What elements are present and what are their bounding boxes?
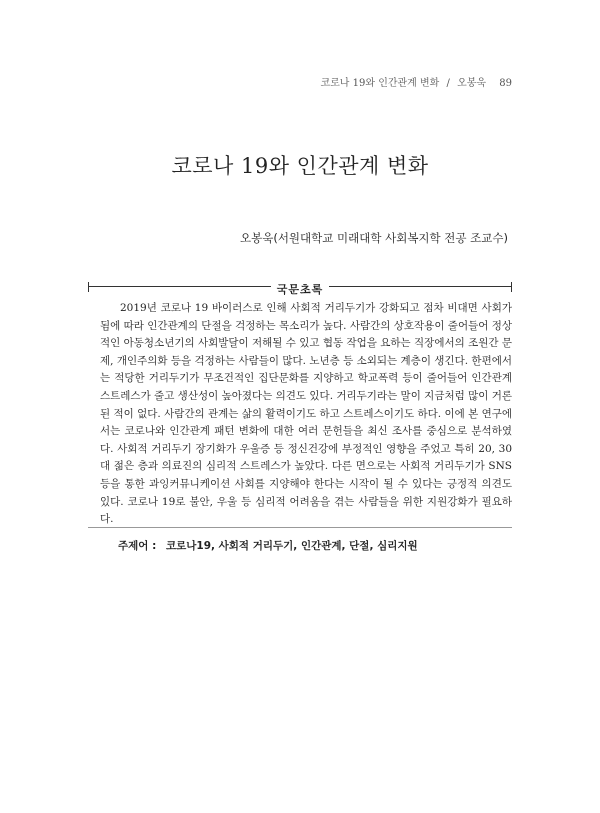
running-head-separator: /: [446, 78, 450, 89]
keywords-divider: [88, 527, 512, 528]
running-head-author: 오봉욱: [457, 78, 487, 89]
keywords: [118, 538, 418, 553]
keywords-terms: 코로나19, 사회적 거리두기, 인간관계, 단절, 심리지원: [165, 540, 418, 552]
keywords-label: 주제어 :: [118, 540, 157, 552]
author-affiliation: 오봉욱(서원대학교 미래대학 사회복지학 전공 조교수): [240, 231, 508, 245]
page-number: 89: [499, 78, 512, 89]
running-head: [320, 74, 512, 89]
abstract-heading: 국문초록: [271, 283, 330, 296]
paper-title: 코로나 19와 인간관계 변화: [171, 154, 429, 178]
abstract-heading-wrap: [0, 278, 600, 297]
running-head-section: 코로나 19와 인간관계 변화: [320, 78, 440, 89]
abstract-body: 2019년 코로나 19 바이러스로 인해 사회적 거리두기가 강화되고 점차 비대면 사회가 됨에 따라 인간관계의 단절을 걱정하는 목소리가 높다. 사람간의 상호작용이 줄어들어 정상적인 아동청소년기의 사회발달이 저해될 수 있고 협동 작업을 요하는 직장에서의 조원간 문제, 개인주의화 등을 걱정하는 사람들이 많다. 노년층 등 소외되는 계층이 생긴다. 한편에서는 적당한 거리두기가 무조건적인 집단문화를 지양하고 학교폭력 등이 줄어들어 인간관계 스트레스가 줄고 생산성이 높아졌다는 의견도 있다. 거리두기라는 말이 지금처럼 많이 거론된 적이 없다. 사람간의 관계는 삶의 활력이기도 하고 스트레스이기도 하다. 이에 본 연구에서는 코로나와 인간관계 패턴 변화에 대한 여러 문헌들을 최신 조사를 중심으로 분석하였다. 사회적 거리두기 장기화가 우울증 등 정신건강에 부정적인 영향을 주었고 특히 20, 30대 젊은 층과 의료진의 심리적 스트레스가 높았다. 다른 면으로는 사회적 거리두기가 SNS 등을 통한 과잉커뮤니케이션 사회를 지양해야 한다는 시작이 될 수 있다는 긍정적 의견도 있다. 코로나 19로 불안, 우울 등 심리적 어려움을 겪는 사람들을 위한 지원강화가 필요하다.: [100, 302, 513, 526]
